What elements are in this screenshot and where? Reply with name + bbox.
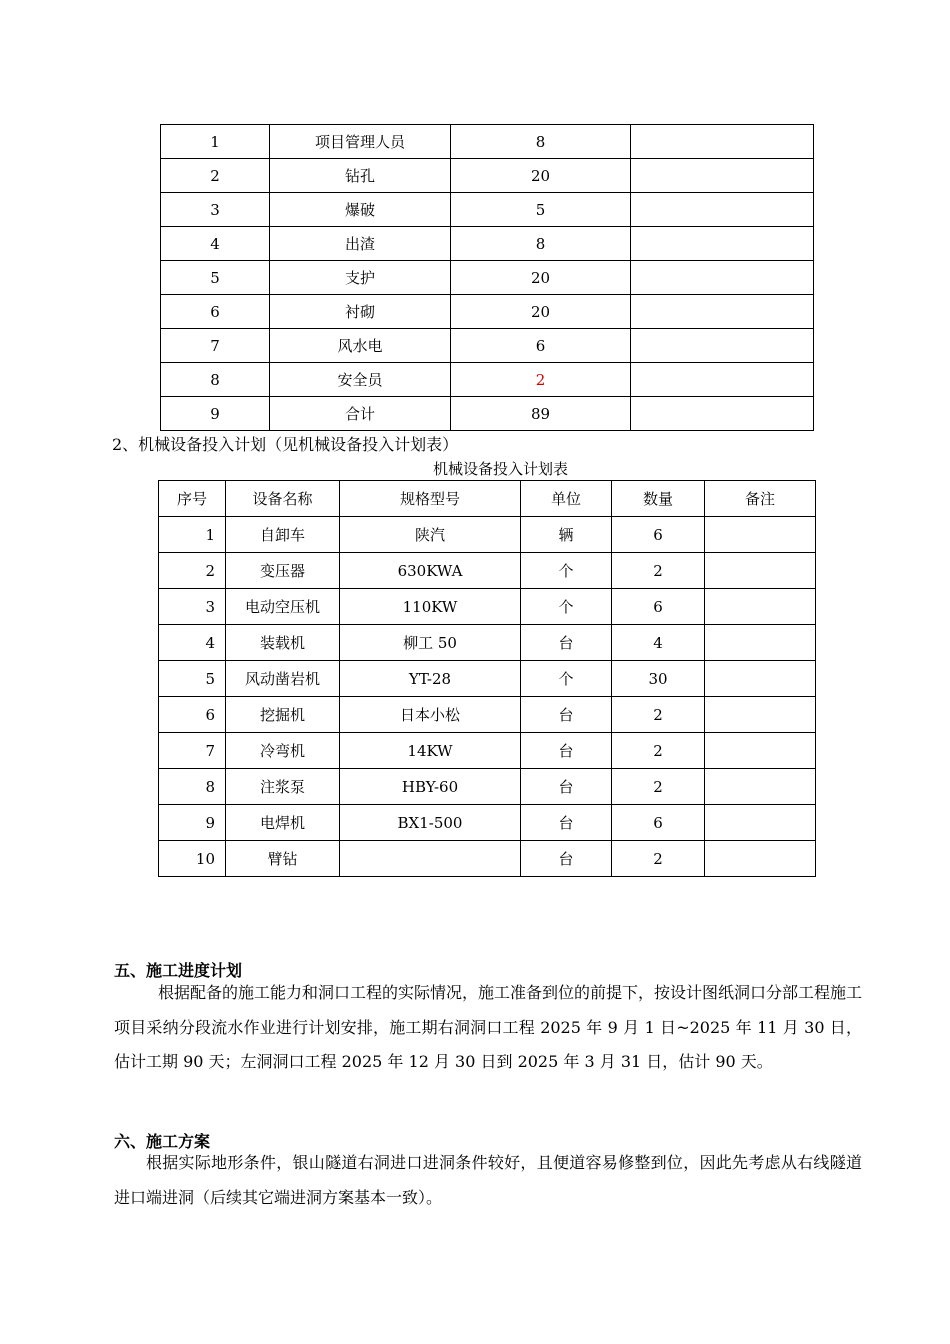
- staff-name-cell: 衬砌: [270, 295, 451, 329]
- staff-name-cell: 风水电: [270, 329, 451, 363]
- staff-row: [161, 125, 814, 159]
- equipment-model-cell: 110KW: [340, 589, 521, 625]
- equipment-unit-cell: 台: [521, 805, 612, 841]
- equipment-model-cell: 陕汽: [340, 517, 521, 553]
- equipment-unit-cell: 台: [521, 733, 612, 769]
- header-cell: 数量: [612, 481, 705, 517]
- staff-note-cell: [631, 261, 814, 295]
- equipment-model-cell: 630KWA: [340, 553, 521, 589]
- equipment-no-cell: 1: [159, 517, 226, 553]
- staff-row: [161, 193, 814, 227]
- staff-table: [160, 124, 814, 431]
- equipment-unit-cell: 台: [521, 697, 612, 733]
- staff-count-cell: 20: [451, 261, 631, 295]
- equipment-unit-cell: 个: [521, 589, 612, 625]
- staff-note-cell: [631, 159, 814, 193]
- equipment-qty-cell: 6: [612, 805, 705, 841]
- equipment-note-cell: [705, 805, 816, 841]
- equipment-unit-cell: 个: [521, 661, 612, 697]
- staff-name-cell: 支护: [270, 261, 451, 295]
- staff-row: [161, 227, 814, 261]
- equipment-row: [159, 625, 816, 661]
- staff-note-cell: [631, 329, 814, 363]
- equipment-name-cell: 挖掘机: [226, 697, 340, 733]
- staff-no-cell: 1: [161, 125, 270, 159]
- staff-count-cell: 8: [451, 125, 631, 159]
- staff-count-cell: 89: [451, 397, 631, 431]
- equipment-row: [159, 733, 816, 769]
- equipment-name-cell: 注浆泵: [226, 769, 340, 805]
- staff-no-cell: 4: [161, 227, 270, 261]
- staff-row: [161, 363, 814, 397]
- equipment-name-cell: 电焊机: [226, 805, 340, 841]
- equipment-name-cell: 冷弯机: [226, 733, 340, 769]
- staff-note-cell: [631, 125, 814, 159]
- equipment-unit-cell: 台: [521, 841, 612, 877]
- equipment-row: [159, 553, 816, 589]
- equipment-model-cell: [340, 841, 521, 877]
- equipment-qty-cell: 30: [612, 661, 705, 697]
- equipment-qty-cell: 2: [612, 733, 705, 769]
- equipment-row: [159, 589, 816, 625]
- equipment-note-cell: [705, 661, 816, 697]
- staff-no-cell: 2: [161, 159, 270, 193]
- equipment-note-cell: [705, 841, 816, 877]
- header-cell: 序号: [159, 481, 226, 517]
- staff-no-cell: 3: [161, 193, 270, 227]
- equipment-no-cell: 4: [159, 625, 226, 661]
- header-cell: 规格型号: [340, 481, 521, 517]
- section-6-body: 根据实际地形条件，银山隧道右洞进口进洞条件较好，且便道容易修整到位，因此先考虑从右线隧道进口端进洞（后续其它端进洞方案基本一致）。: [114, 1153, 862, 1207]
- staff-count-cell: 6: [451, 329, 631, 363]
- equipment-qty-cell: 2: [612, 769, 705, 805]
- equipment-qty-cell: 6: [612, 517, 705, 553]
- equipment-row: [159, 841, 816, 877]
- equipment-header-row: [159, 481, 816, 517]
- equipment-table-caption: 机械设备投入计划表: [433, 460, 569, 478]
- equipment-qty-cell: 4: [612, 625, 705, 661]
- equipment-no-cell: 5: [159, 661, 226, 697]
- equipment-note-cell: [705, 625, 816, 661]
- equipment-no-cell: 6: [159, 697, 226, 733]
- equipment-no-cell: 10: [159, 841, 226, 877]
- section-6-title: 六、施工方案: [114, 1132, 211, 1151]
- equipment-unit-cell: 台: [521, 769, 612, 805]
- section-5-body: 根据配备的施工能力和洞口工程的实际情况，施工准备到位的前提下，按设计图纸洞口分部工程施工项目采纳分段流水作业进行计划安排，施工期右洞洞口工程 2025 年 9 月 1 日~2025 年 11 月 30 日，估计工期 90 天；左洞洞口工程 2025 年 12 月 30 日到 2025 年 3 月 31 日，估计 90 天。: [114, 983, 863, 1071]
- equipment-model-cell: HBY-60: [340, 769, 521, 805]
- equipment-name-cell: 变压器: [226, 553, 340, 589]
- equipment-unit-cell: 个: [521, 553, 612, 589]
- equipment-row: [159, 769, 816, 805]
- equipment-model-cell: YT-28: [340, 661, 521, 697]
- equipment-name-cell: 臂钻: [226, 841, 340, 877]
- section-5-title: 五、施工进度计划: [114, 961, 243, 980]
- equipment-row: [159, 805, 816, 841]
- staff-note-cell: [631, 295, 814, 329]
- equipment-name-cell: 装载机: [226, 625, 340, 661]
- equipment-qty-cell: 2: [612, 841, 705, 877]
- equipment-row: [159, 517, 816, 553]
- staff-note-cell: [631, 397, 814, 431]
- header-cell: 备注: [705, 481, 816, 517]
- staff-no-cell: 6: [161, 295, 270, 329]
- equipment-qty-cell: 6: [612, 589, 705, 625]
- equipment-no-cell: 7: [159, 733, 226, 769]
- equipment-row: [159, 661, 816, 697]
- header-cell: 设备名称: [226, 481, 340, 517]
- equipment-name-cell: 自卸车: [226, 517, 340, 553]
- equipment-table: [158, 480, 816, 877]
- equipment-no-cell: 2: [159, 553, 226, 589]
- equipment-qty-cell: 2: [612, 553, 705, 589]
- staff-count-cell: 5: [451, 193, 631, 227]
- equipment-name-cell: 电动空压机: [226, 589, 340, 625]
- staff-name-cell: 合计: [270, 397, 451, 431]
- staff-row: [161, 261, 814, 295]
- staff-no-cell: 5: [161, 261, 270, 295]
- staff-note-cell: [631, 227, 814, 261]
- equipment-no-cell: 8: [159, 769, 226, 805]
- staff-row: [161, 159, 814, 193]
- staff-name-cell: 项目管理人员: [270, 125, 451, 159]
- equipment-qty-cell: 2: [612, 697, 705, 733]
- staff-count-cell: 20: [451, 159, 631, 193]
- staff-count-cell: 8: [451, 227, 631, 261]
- staff-no-cell: 7: [161, 329, 270, 363]
- equipment-model-cell: BX1-500: [340, 805, 521, 841]
- equipment-unit-cell: 辆: [521, 517, 612, 553]
- staff-note-cell: [631, 193, 814, 227]
- equipment-no-cell: 3: [159, 589, 226, 625]
- staff-name-cell: 爆破: [270, 193, 451, 227]
- equipment-note-cell: [705, 733, 816, 769]
- equipment-model-cell: 14KW: [340, 733, 521, 769]
- staff-no-cell: 8: [161, 363, 270, 397]
- equipment-note-cell: [705, 517, 816, 553]
- staff-name-cell: 出渣: [270, 227, 451, 261]
- staff-name-cell: 安全员: [270, 363, 451, 397]
- equipment-row: [159, 697, 816, 733]
- staff-name-cell: 钻孔: [270, 159, 451, 193]
- equipment-unit-cell: 台: [521, 625, 612, 661]
- staff-row: [161, 295, 814, 329]
- staff-count-cell: 2: [451, 363, 631, 397]
- staff-row: [161, 397, 814, 431]
- staff-note-cell: [631, 363, 814, 397]
- staff-count-cell: 20: [451, 295, 631, 329]
- equipment-no-cell: 9: [159, 805, 226, 841]
- header-cell: 单位: [521, 481, 612, 517]
- equipment-note-cell: [705, 697, 816, 733]
- equipment-note-cell: [705, 769, 816, 805]
- equipment-model-cell: 日本小松: [340, 697, 521, 733]
- staff-row: [161, 329, 814, 363]
- equipment-plan-heading: 2、机械设备投入计划（见机械设备投入计划表）: [112, 435, 459, 454]
- equipment-note-cell: [705, 553, 816, 589]
- equipment-note-cell: [705, 589, 816, 625]
- staff-no-cell: 9: [161, 397, 270, 431]
- equipment-model-cell: 柳工 50: [340, 625, 521, 661]
- equipment-name-cell: 风动凿岩机: [226, 661, 340, 697]
